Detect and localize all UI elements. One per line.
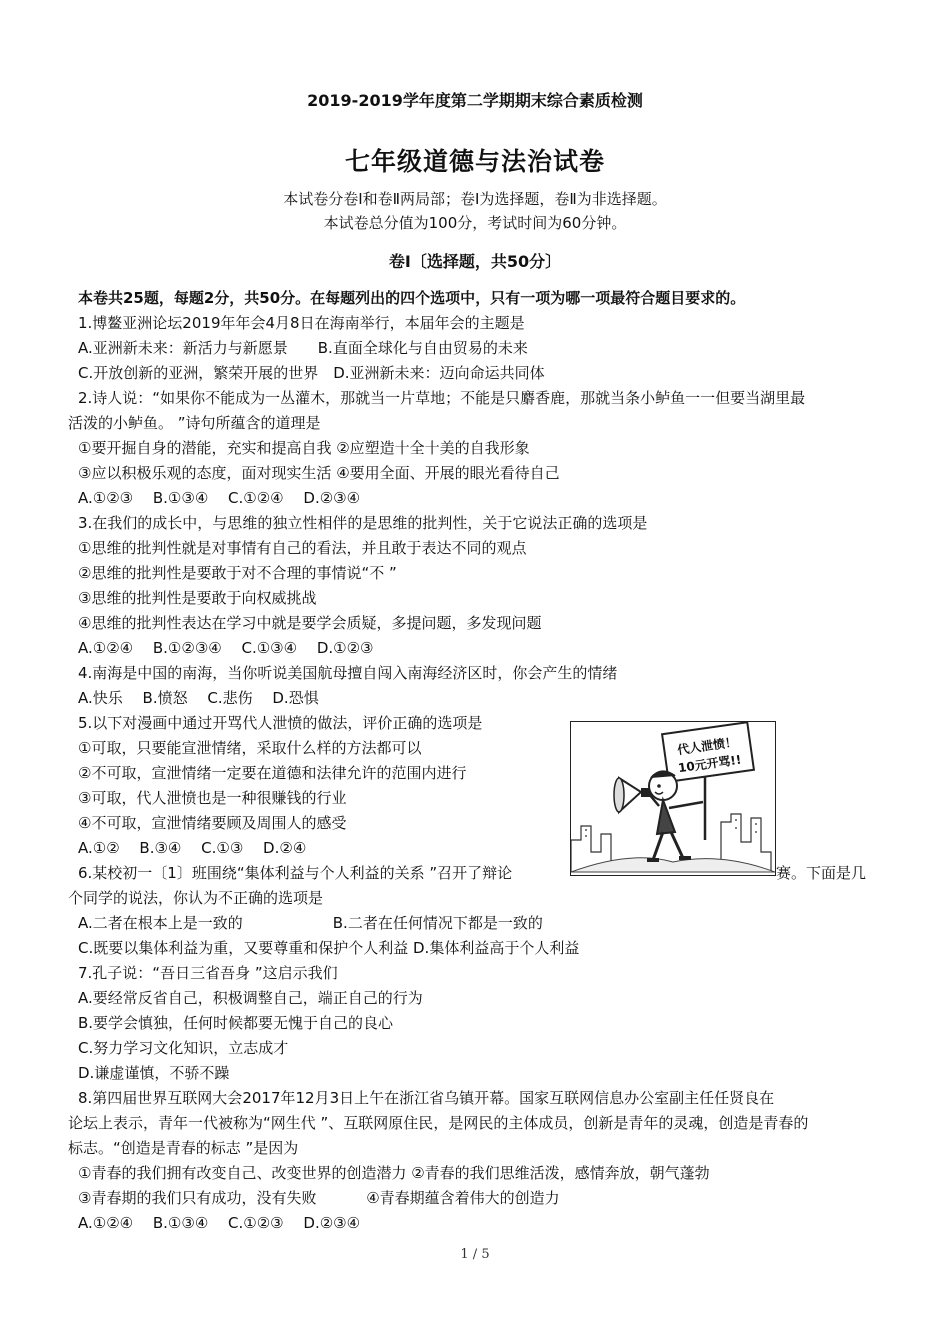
cartoon-sign-line-1: 代人泄愤！: [676, 734, 738, 758]
question-line: 1.博鳌亚洲论坛2019年年会4月8日在海南举行，本届年会的主题是: [78, 314, 525, 332]
question-line: 论坛上表示，青年一代被称为“网生代 ”、互联网原住民，是网民的主体成员，创新是青年的灵魂，创造是青春的: [68, 1114, 809, 1132]
cartoon-drawing: [571, 722, 775, 875]
question-line: ④思维的批判性表达在学习中就是要学会质疑，多提问题，多发现问题: [78, 614, 542, 632]
question-line: ①可取，只要能宣泄情绪，采取什么样的方法都可以: [78, 739, 422, 757]
question-line: A.二者在根本上是一致的 B.二者在任何情况下都是一致的: [78, 914, 543, 932]
section-title: 卷Ⅰ〔选择题，共50分〕: [388, 252, 562, 271]
intro-line-1: 本试卷分卷Ⅰ和卷Ⅱ两局部；卷Ⅰ为选择题，卷Ⅱ为非选择题。: [283, 190, 667, 208]
question-line: A.快乐 B.愤怒 C.悲伤 D.恐惧: [78, 689, 319, 707]
question-line: ③可取，代人泄愤也是一种很赚钱的行业: [78, 789, 347, 807]
question-line: ②思维的批判性是要敢于对不合理的事情说“不 ”: [78, 564, 397, 582]
question-line: ①思维的批判性就是对事情有自己的看法，并且敢于表达不同的观点: [78, 539, 527, 557]
question-line: 8.第四届世界互联网大会2017年12月3日上午在浙江省乌镇开幕。国家互联网信息办公室副主任任贤良在: [78, 1089, 775, 1107]
question-line: ③应以积极乐观的态度，面对现实生活 ④要用全面、开展的眼光看待自己: [78, 464, 560, 482]
question-line: ④不可取，宣泄情绪要顾及周围人的感受: [78, 814, 347, 832]
question-line: B.要学会慎独，任何时候都要无愧于自己的良心: [78, 1014, 394, 1032]
question-line: A.亚洲新未来：新活力与新愿景 B.直面全球化与自由贸易的未来: [78, 339, 528, 357]
question-line: A.①②③ B.①③④ C.①②④ D.②③④: [78, 489, 361, 507]
question-line: ①要开掘自身的潜能，充实和提高自我 ②应塑造十全十美的自我形象: [78, 439, 530, 457]
question-line: C.既要以集体利益为重，又要尊重和保护个人利益 D.集体利益高于个人利益: [78, 939, 580, 957]
intro-line-2: 本试卷总分值为100分，考试时间为60分钟。: [323, 214, 627, 232]
question-line: 4.南海是中国的南海，当你听说美国航母擅自闯入南海经济区时，你会产生的情绪: [78, 664, 618, 682]
question-line: 6.某校初一〔1〕班围绕“集体利益与个人利益的关系 ”召开了辩论: [78, 864, 513, 882]
exam-header: 2019-2019学年度第二学期期末综合素质检测: [307, 91, 643, 110]
question-line: 5.以下对漫画中通过开骂代人泄愤的做法，评价正确的选项是: [78, 714, 483, 732]
question-line: A.①② B.③④ C.①③ D.②④: [78, 839, 307, 857]
question-line: 2.诗人说：“如果你不能成为一丛灌木，那就当一片草地；不能是只麝香鹿，那就当条小鲈鱼一一但要当湖里最: [78, 389, 806, 407]
question-line: A.①②④ B.①③④ C.①②③ D.②③④: [78, 1214, 361, 1232]
page-number: 1 / 5: [460, 1247, 490, 1262]
question-line: D.谦虚谨慎，不骄不躁: [78, 1064, 230, 1082]
question-line: 活泼的小鲈鱼。 ”诗句所蕴含的道理是: [68, 414, 321, 432]
question-line: ①青春的我们拥有改变自己、改变世界的创造潜力 ②青春的我们思维活泼，感情奔放，朝气蓬勃: [78, 1164, 710, 1182]
question-line: 7.孔子说：“吾日三省吾身 ”这启示我们: [78, 964, 338, 982]
question-line: 标志。“创造是青春的标志 ”是因为: [68, 1139, 299, 1157]
question-line: 个同学的说法，你认为不正确的选项是: [68, 889, 324, 907]
question-line: A.要经常反省自己，积极调整自己，端正自己的行为: [78, 989, 423, 1007]
question-line: C.开放创新的亚洲，繁荣开展的世界 D.亚洲新未来：迈向命运共同体: [78, 364, 545, 382]
cartoon-illustration: [570, 721, 776, 876]
question-line: A.①②④ B.①②③④ C.①③④ D.①②③: [78, 639, 374, 657]
question-line: 3.在我们的成长中，与思维的独立性相伴的是思维的批判性，关于它说法正确的选项是: [78, 514, 648, 532]
question-line: ③青春期的我们只有成功，没有失败 ④青春期蕴含着伟大的创造力: [78, 1189, 560, 1207]
exam-title: 七年级道德与法治试卷: [344, 147, 605, 176]
cartoon-sign-line-2: 10元开骂!!: [677, 752, 743, 776]
instructions: 本卷共25题，每题2分，共50分。在每题列出的四个选项中，只有一项为哪一项最符合题目要求的。: [78, 289, 746, 307]
question-line: ③思维的批判性是要敢于向权威挑战: [78, 589, 317, 607]
question-line: C.努力学习文化知识，立志成才: [78, 1039, 289, 1057]
question-line: 赛。下面是几: [776, 864, 867, 882]
question-line: ②不可取，宣泄情绪一定要在道德和法律允许的范围内进行: [78, 764, 467, 782]
